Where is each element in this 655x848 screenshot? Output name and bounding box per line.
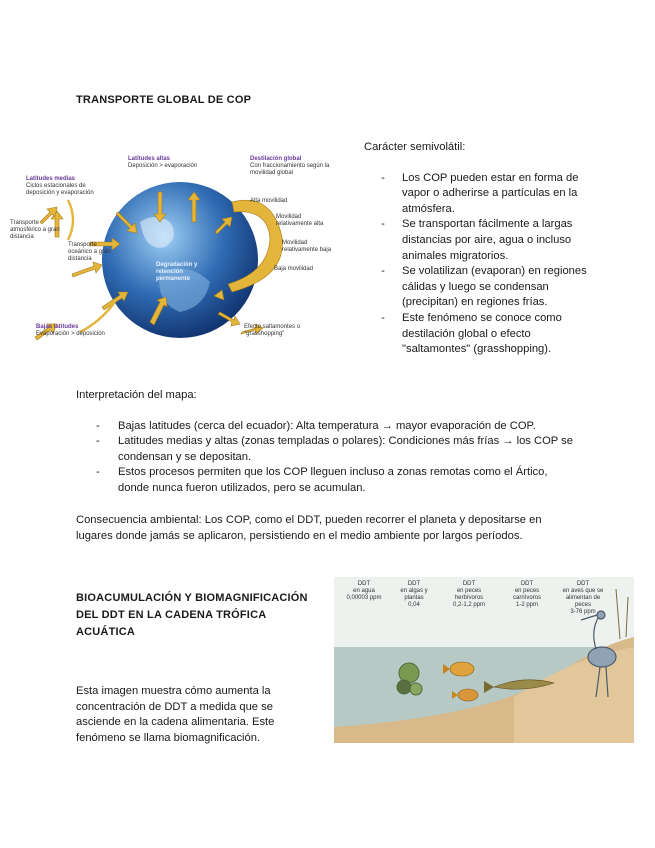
section2-description: Esta imagen muestra cómo aumenta la concentración de DDT a medida que se asciende en la cadena alimentaria. Este fenómeno se llama biomagnificación. xyxy=(76,685,275,744)
interpretation-item: - Latitudes medias y altas (zonas templadas o polares): Condiciones más frías → los COP se condensan y se depositan. xyxy=(96,435,573,463)
interpretation-item: - Bajas latitudes (cerca del ecuador): Alta temperatura → mayor evaporación de COP. xyxy=(96,419,536,432)
semivolatile-item: - Los COP pueden estar en forma de vapor o adherirse a partículas en la atmósfera. xyxy=(381,171,579,215)
destilacion-title: Destilación global xyxy=(250,156,302,162)
global-transport-figure xyxy=(10,142,350,354)
semivolatile-heading: Carácter semivolátil: xyxy=(364,141,466,153)
semivolatile-item: - Este fenómeno se conoce como destilación global o efecto "saltamontes" (grasshopping). xyxy=(381,311,562,356)
environmental-consequence: Consecuencia ambiental: Los COP, como el DDT, pueden recorrer el planeta y depositarse en lugares donde jamás se aplicaron, persistiendo en el medio ambiente por largos períodos. xyxy=(76,514,542,542)
semivolatile-item: - Se transportan fácilmente a largas distancias por aire, agua o incluso animales migratorios. xyxy=(381,218,573,262)
map-interpretation xyxy=(76,388,576,497)
ddt-label-water: DDT en agua 0,00003 ppm xyxy=(346,581,382,601)
section1-title: TRANSPORTE GLOBAL DE COP xyxy=(76,94,252,106)
ddt-label-herbivore: DDT en peces herbívoros 0,2-1,2 ppm xyxy=(452,581,486,608)
efecto-label: Efecto saltamontes o "grasshopping" xyxy=(244,324,301,337)
movilidad-baja-label: Movilidad relativamente baja xyxy=(282,240,332,253)
bajas-latitudes-title: Bajas latitudes xyxy=(36,324,79,330)
movilidad-alta-label: Movilidad relativamente alta xyxy=(276,214,324,227)
ddt-label-bird: DDT en aves que se alimentan de peces 3-76 ppm xyxy=(562,581,604,615)
baja-movilidad-label: Baja movilidad xyxy=(274,266,314,272)
ddt-label-carnivore: DDT en peces carnívoros 1-2 ppm xyxy=(512,581,541,608)
interpretation-item: - Estos procesos permiten que los COP lleguen incluso a zonas remotas como el Ártico, donde nunca fueron utilizados, pero se acumulan. xyxy=(96,466,548,494)
transporte-oce-label: Transporte oceánico a gran distancia xyxy=(68,242,111,262)
latitudes-medias-text: Ciclos estacionales de deposición y evaporación xyxy=(26,183,94,196)
latitudes-medias-title: Latitudes medias xyxy=(26,176,76,182)
latitudes-altas-title: Latitudes altas xyxy=(128,156,171,162)
interpretation-heading: Interpretación del mapa: xyxy=(76,389,197,401)
section2-title: BIOACUMULACIÓN Y BIOMAGNIFICACIÓN DEL DDT EN LA CADENA TRÓFICA ACUÁTICA xyxy=(76,592,308,638)
destilacion-text: Con fraccionamiento según la movilidad global xyxy=(250,163,330,176)
semivolatile-block xyxy=(364,140,602,358)
transporte-atm-label: Transporte atmosférico a gran distancia xyxy=(10,220,60,240)
latitudes-altas-text: Deposición > evaporación xyxy=(128,163,198,169)
biomagnification-figure xyxy=(334,577,634,743)
semivolatile-item: - Se volatilizan (evaporan) en regiones cálidas y luego se condensan (precipitan) en regiones frías. xyxy=(381,265,587,309)
degradacion-label: Degradación y retención permanente xyxy=(156,262,198,282)
bajas-latitudes-text: Evaporación > deposición xyxy=(36,331,105,337)
alta-movilidad-label: Alta movilidad xyxy=(250,198,288,204)
ddt-label-algae: DDT en algas y plantas 0,04 xyxy=(400,581,428,608)
